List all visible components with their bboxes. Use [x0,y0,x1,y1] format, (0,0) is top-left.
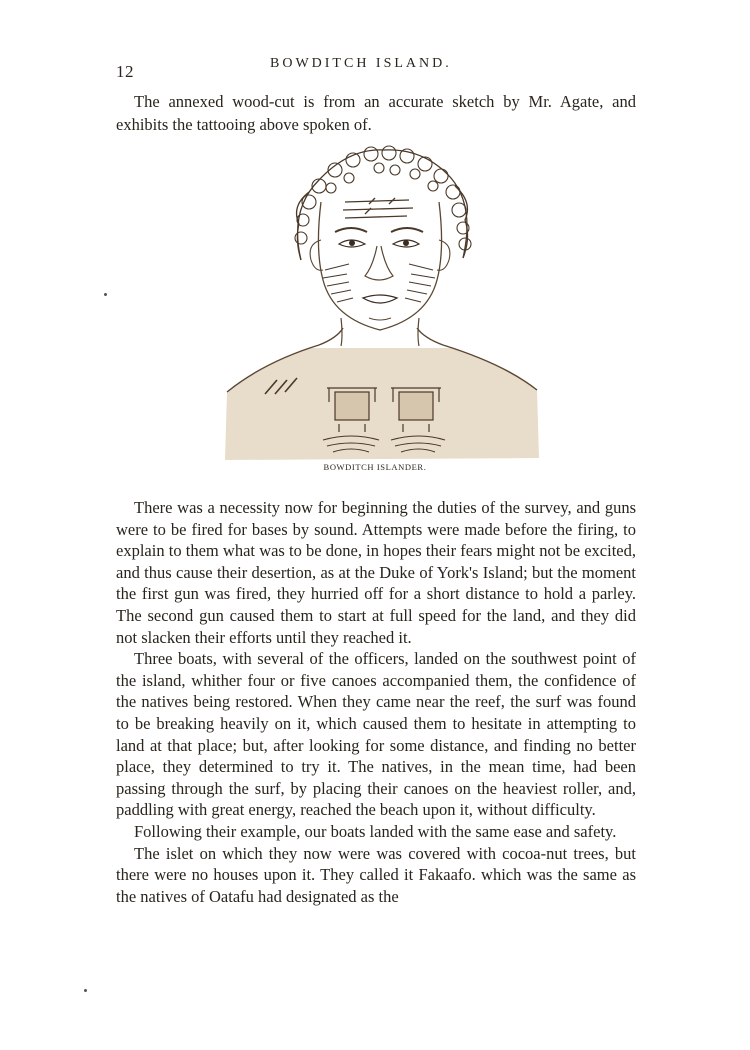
intro-text: The annexed wood-cut is from an accurate sketch by Mr. Agate, and exhibits the tattooing above spoken of. [116,92,636,134]
left-eyebrow [335,228,367,232]
running-head: BOWDITCH ISLAND. [270,56,452,71]
figure-caption: BOWDITCH ISLANDER. [323,462,427,472]
bowditch-islander-woodcut [219,140,541,462]
body-text [116,497,636,907]
page-number: 12 [116,62,134,81]
paragraph-survey: There was a necessity now for beginning the duties of the survey, and guns were to be fired for bases by sound. Attempts were made before the firing, to explain to them what was to be done, in hopes their fears might not be excited, and thus cause their desertion, as at the Duke of York's Island; but the moment the first gun was fired, they hurried off for a short distance to hold a parley. The second gun caused them to start at full speed for the land, and they did not slacken their efforts until they reached it. [116,498,636,647]
face-outline [318,202,441,330]
left-pupil [349,240,355,246]
nose [365,246,393,280]
paragraph-example: Following their example, our boats landed with the same ease and safety. [134,821,617,841]
mouth [363,295,397,303]
right-pupil [403,240,409,246]
hair-curls [295,146,471,250]
paragraph-islet: The islet on which they now were was covered with cocoa-nut trees, but there were no houses upon it. They called it Fakaafo. which was the same as the natives of Oatafu had designated as the [116,843,636,906]
intro-paragraph [116,90,636,136]
forehead-tattoo [343,198,413,218]
paragraph-landing: Three boats, with several of the officers, landed on the southwest point of the island, whither four or five canoes accompanied them, the confidence of the natives being restored. When they came near the reef, the surf was found to be breaking heavily on it, which caused them to hesitate in attempting to land at that place; but, after looking for some distance, and finding no better place, they determined to try it. The natives, in the mean time, had been passing through the surf, by placing their canoes on the heaviest roller, and, paddling with great energy, reached the beach upon it, without difficulty. [116,649,636,820]
edge-speck [84,989,87,992]
cheek-tattoos [323,264,435,302]
right-eyebrow [391,228,423,232]
chin [369,318,391,320]
edge-speck [104,293,107,296]
right-ear [437,240,450,270]
woodcut-plate [225,348,539,460]
left-ear [310,240,323,270]
neck [341,318,419,346]
